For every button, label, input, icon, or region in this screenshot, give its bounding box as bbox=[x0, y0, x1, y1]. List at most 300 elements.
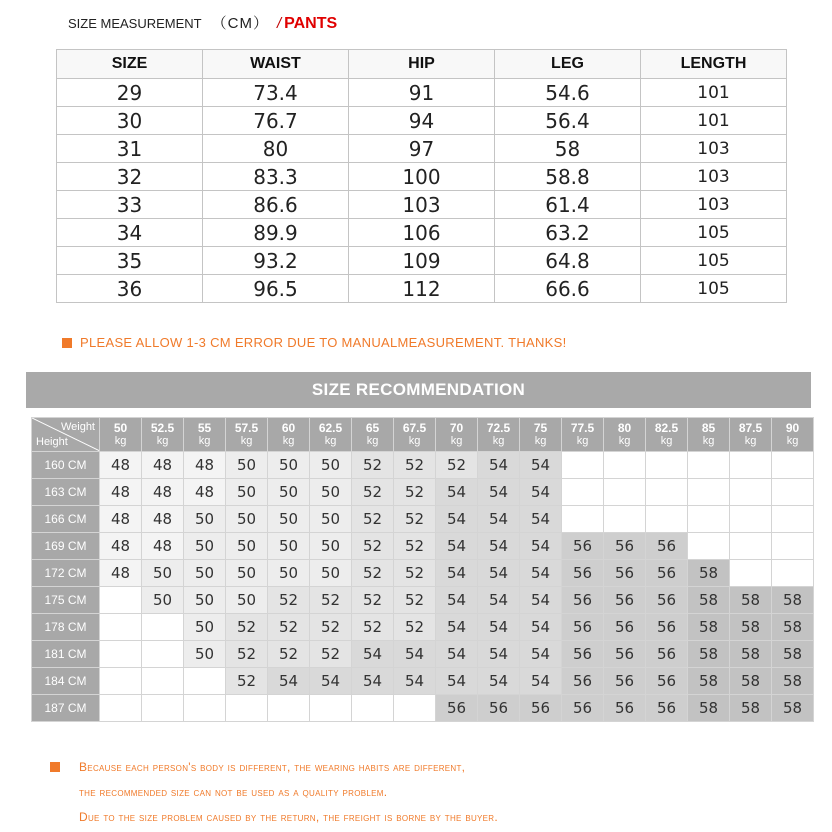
measurement-note-text: PLEASE ALLOW 1-3 CM ERROR DUE TO MANUALMEASUREMENT. THANKS! bbox=[80, 335, 567, 350]
table-row bbox=[57, 275, 787, 303]
cell-length: 105 bbox=[641, 219, 787, 247]
weight-unit: kg bbox=[156, 435, 169, 447]
table-row bbox=[32, 452, 814, 479]
weight-unit: kg bbox=[618, 435, 631, 447]
weight-value: 70 bbox=[449, 421, 464, 435]
size-cell: 56 bbox=[604, 668, 646, 695]
footer-text: Because each person's body is different, the wearing habits are different, bbox=[79, 759, 466, 774]
weight-unit: kg bbox=[534, 435, 547, 447]
size-cell: 50 bbox=[226, 452, 268, 479]
size-cell: 48 bbox=[100, 479, 142, 506]
size-cell: 50 bbox=[226, 587, 268, 614]
size-cell: 58 bbox=[730, 587, 772, 614]
size-cell: 54 bbox=[436, 614, 478, 641]
size-cell: 48 bbox=[100, 533, 142, 560]
size-cell bbox=[730, 452, 772, 479]
size-cell: 48 bbox=[100, 506, 142, 533]
table-row bbox=[57, 219, 787, 247]
recommendation-body bbox=[32, 452, 814, 722]
weight-value: 67.5 bbox=[402, 421, 427, 435]
weight-value: 65 bbox=[365, 421, 380, 435]
size-cell: 50 bbox=[184, 506, 226, 533]
cell-waist: 73.4 bbox=[203, 79, 349, 107]
size-cell bbox=[730, 560, 772, 587]
cell-waist: 93.2 bbox=[203, 247, 349, 275]
size-cell: 58 bbox=[772, 668, 814, 695]
size-measurement-table bbox=[56, 49, 787, 303]
size-cell bbox=[562, 506, 604, 533]
table-row bbox=[32, 587, 814, 614]
size-cell: 50 bbox=[268, 533, 310, 560]
size-cell: 58 bbox=[688, 695, 730, 722]
size-cell bbox=[142, 668, 184, 695]
size-cell bbox=[730, 506, 772, 533]
size-cell: 56 bbox=[604, 641, 646, 668]
weight-unit: kg bbox=[576, 435, 589, 447]
size-cell: 56 bbox=[646, 560, 688, 587]
footer-disclaimer bbox=[50, 754, 498, 829]
weight-value: 87.5 bbox=[738, 421, 763, 435]
size-cell: 50 bbox=[268, 506, 310, 533]
size-cell: 50 bbox=[142, 587, 184, 614]
size-cell: 54 bbox=[478, 641, 520, 668]
column-header-length: LENGTH bbox=[641, 50, 787, 79]
cell-hip: 109 bbox=[349, 247, 495, 275]
cell-leg: 54.6 bbox=[495, 79, 641, 107]
table-row bbox=[32, 668, 814, 695]
weight-unit: kg bbox=[240, 435, 253, 447]
weight-header bbox=[310, 418, 352, 452]
size-cell: 54 bbox=[478, 614, 520, 641]
size-cell: 52 bbox=[394, 533, 436, 560]
size-cell: 54 bbox=[310, 668, 352, 695]
size-cell bbox=[646, 506, 688, 533]
size-cell: 52 bbox=[352, 587, 394, 614]
table-row bbox=[32, 533, 814, 560]
size-cell: 52 bbox=[310, 587, 352, 614]
size-cell: 54 bbox=[436, 560, 478, 587]
size-cell: 56 bbox=[562, 614, 604, 641]
cell-waist: 89.9 bbox=[203, 219, 349, 247]
size-cell: 50 bbox=[142, 560, 184, 587]
cell-size: 35 bbox=[57, 247, 203, 275]
size-recommendation-table bbox=[31, 417, 814, 722]
size-cell: 54 bbox=[394, 641, 436, 668]
size-cell: 50 bbox=[184, 533, 226, 560]
size-cell: 54 bbox=[478, 668, 520, 695]
size-cell: 50 bbox=[310, 479, 352, 506]
size-cell bbox=[310, 695, 352, 722]
size-cell bbox=[226, 695, 268, 722]
size-cell: 52 bbox=[394, 587, 436, 614]
size-cell: 56 bbox=[436, 695, 478, 722]
weight-value: 85 bbox=[701, 421, 716, 435]
size-cell: 48 bbox=[100, 452, 142, 479]
column-header-waist: WAIST bbox=[203, 50, 349, 79]
size-cell: 50 bbox=[226, 479, 268, 506]
weight-header bbox=[478, 418, 520, 452]
cell-length: 103 bbox=[641, 191, 787, 219]
size-cell: 54 bbox=[520, 641, 562, 668]
height-label: 166 CM bbox=[32, 506, 100, 533]
cell-waist: 76.7 bbox=[203, 107, 349, 135]
size-cell: 52 bbox=[352, 452, 394, 479]
size-cell: 56 bbox=[604, 695, 646, 722]
size-cell bbox=[100, 668, 142, 695]
table-row bbox=[32, 506, 814, 533]
size-cell bbox=[562, 452, 604, 479]
height-label: 181 CM bbox=[32, 641, 100, 668]
footer-text: Due to the size problem caused by the return, the freight is borne by the buyer. bbox=[79, 809, 499, 824]
size-cell: 52 bbox=[394, 452, 436, 479]
size-cell bbox=[604, 452, 646, 479]
weight-value: 72.5 bbox=[486, 421, 511, 435]
size-cell bbox=[100, 614, 142, 641]
column-header-hip: HIP bbox=[349, 50, 495, 79]
weight-header bbox=[772, 418, 814, 452]
size-cell: 54 bbox=[520, 533, 562, 560]
table-row bbox=[57, 135, 787, 163]
table-row bbox=[32, 479, 814, 506]
weight-header bbox=[436, 418, 478, 452]
size-cell bbox=[268, 695, 310, 722]
height-label: 175 CM bbox=[32, 587, 100, 614]
size-cell: 54 bbox=[520, 452, 562, 479]
size-cell: 50 bbox=[226, 533, 268, 560]
size-cell: 52 bbox=[268, 641, 310, 668]
weight-unit: kg bbox=[660, 435, 673, 447]
size-cell: 52 bbox=[226, 614, 268, 641]
size-cell: 50 bbox=[310, 506, 352, 533]
table-row bbox=[32, 695, 814, 722]
size-cell: 58 bbox=[730, 695, 772, 722]
size-cell: 54 bbox=[436, 587, 478, 614]
size-cell: 50 bbox=[268, 452, 310, 479]
size-cell: 56 bbox=[604, 560, 646, 587]
height-label: 172 CM bbox=[32, 560, 100, 587]
cell-size: 31 bbox=[57, 135, 203, 163]
weight-value: 55 bbox=[197, 421, 212, 435]
size-cell: 56 bbox=[562, 560, 604, 587]
size-cell: 50 bbox=[310, 560, 352, 587]
table-row bbox=[57, 191, 787, 219]
size-cell: 54 bbox=[520, 668, 562, 695]
size-cell bbox=[100, 641, 142, 668]
weight-header bbox=[604, 418, 646, 452]
cell-leg: 58 bbox=[495, 135, 641, 163]
size-cell: 54 bbox=[478, 479, 520, 506]
size-cell: 58 bbox=[730, 641, 772, 668]
size-cell: 50 bbox=[268, 479, 310, 506]
weight-unit: kg bbox=[450, 435, 463, 447]
size-cell: 54 bbox=[436, 506, 478, 533]
size-cell: 56 bbox=[604, 587, 646, 614]
weight-value: 77.5 bbox=[570, 421, 595, 435]
size-cell bbox=[772, 506, 814, 533]
size-cell bbox=[646, 452, 688, 479]
cell-waist: 83.3 bbox=[203, 163, 349, 191]
weight-value: 62.5 bbox=[318, 421, 343, 435]
size-cell bbox=[730, 479, 772, 506]
size-cell: 54 bbox=[352, 668, 394, 695]
footer-line bbox=[50, 804, 498, 829]
size-cell: 50 bbox=[226, 560, 268, 587]
size-cell bbox=[100, 695, 142, 722]
size-cell: 52 bbox=[268, 614, 310, 641]
size-cell: 50 bbox=[310, 452, 352, 479]
size-cell: 56 bbox=[562, 668, 604, 695]
size-cell: 50 bbox=[184, 614, 226, 641]
corner-height-label: Height bbox=[36, 436, 68, 448]
size-cell: 52 bbox=[268, 587, 310, 614]
size-cell: 54 bbox=[436, 668, 478, 695]
size-cell bbox=[688, 533, 730, 560]
weight-value: 90 bbox=[785, 421, 800, 435]
cell-length: 105 bbox=[641, 247, 787, 275]
weight-unit: kg bbox=[786, 435, 799, 447]
size-cell: 50 bbox=[184, 560, 226, 587]
cell-size: 34 bbox=[57, 219, 203, 247]
size-cell: 54 bbox=[352, 641, 394, 668]
size-cell: 56 bbox=[562, 695, 604, 722]
cell-waist: 80 bbox=[203, 135, 349, 163]
weight-header bbox=[520, 418, 562, 452]
cell-hip: 97 bbox=[349, 135, 495, 163]
size-cell bbox=[688, 506, 730, 533]
weight-unit: kg bbox=[282, 435, 295, 447]
size-cell bbox=[352, 695, 394, 722]
height-label: 163 CM bbox=[32, 479, 100, 506]
cell-length: 101 bbox=[641, 107, 787, 135]
weight-unit: kg bbox=[198, 435, 211, 447]
table-row bbox=[32, 641, 814, 668]
cell-size: 36 bbox=[57, 275, 203, 303]
size-cell: 52 bbox=[226, 641, 268, 668]
size-cell bbox=[772, 560, 814, 587]
weight-unit: kg bbox=[114, 435, 127, 447]
cell-length: 103 bbox=[641, 135, 787, 163]
size-cell: 58 bbox=[772, 641, 814, 668]
weight-value: 60 bbox=[281, 421, 296, 435]
cell-size: 30 bbox=[57, 107, 203, 135]
size-cell: 54 bbox=[478, 587, 520, 614]
weight-unit: kg bbox=[492, 435, 505, 447]
size-cell: 52 bbox=[394, 506, 436, 533]
size-cell: 52 bbox=[352, 506, 394, 533]
cell-length: 101 bbox=[641, 79, 787, 107]
cell-leg: 56.4 bbox=[495, 107, 641, 135]
table-row bbox=[32, 560, 814, 587]
size-cell: 56 bbox=[604, 533, 646, 560]
cell-leg: 66.6 bbox=[495, 275, 641, 303]
weight-value: 82.5 bbox=[654, 421, 679, 435]
size-cell bbox=[184, 695, 226, 722]
size-cell: 56 bbox=[604, 614, 646, 641]
size-cell: 58 bbox=[772, 614, 814, 641]
cell-size: 33 bbox=[57, 191, 203, 219]
size-cell bbox=[688, 452, 730, 479]
cell-hip: 112 bbox=[349, 275, 495, 303]
size-cell: 48 bbox=[142, 533, 184, 560]
cell-hip: 94 bbox=[349, 107, 495, 135]
height-label: 169 CM bbox=[32, 533, 100, 560]
weight-unit: kg bbox=[366, 435, 379, 447]
size-cell: 56 bbox=[520, 695, 562, 722]
header-category: PANTS bbox=[284, 15, 338, 32]
height-label: 184 CM bbox=[32, 668, 100, 695]
size-cell: 52 bbox=[436, 452, 478, 479]
size-cell: 50 bbox=[184, 641, 226, 668]
size-cell: 48 bbox=[142, 452, 184, 479]
size-table-header bbox=[57, 50, 787, 79]
cell-hip: 106 bbox=[349, 219, 495, 247]
size-cell: 58 bbox=[730, 668, 772, 695]
cell-size: 29 bbox=[57, 79, 203, 107]
size-cell: 56 bbox=[646, 614, 688, 641]
table-row bbox=[57, 79, 787, 107]
weight-value: 75 bbox=[533, 421, 548, 435]
size-cell bbox=[646, 479, 688, 506]
table-row bbox=[57, 107, 787, 135]
size-cell bbox=[142, 641, 184, 668]
size-cell: 54 bbox=[520, 506, 562, 533]
size-cell bbox=[100, 587, 142, 614]
weight-unit: kg bbox=[324, 435, 337, 447]
size-cell: 56 bbox=[562, 641, 604, 668]
size-cell: 54 bbox=[436, 479, 478, 506]
size-cell: 54 bbox=[268, 668, 310, 695]
orange-square-icon bbox=[50, 762, 60, 772]
size-cell: 48 bbox=[100, 560, 142, 587]
weight-header bbox=[268, 418, 310, 452]
cell-leg: 61.4 bbox=[495, 191, 641, 219]
size-cell: 48 bbox=[184, 479, 226, 506]
size-cell: 54 bbox=[436, 641, 478, 668]
size-recommendation-banner: SIZE RECOMMENDATION bbox=[26, 372, 811, 408]
size-cell bbox=[562, 479, 604, 506]
cell-length: 105 bbox=[641, 275, 787, 303]
size-cell: 58 bbox=[772, 695, 814, 722]
size-cell bbox=[688, 479, 730, 506]
size-cell: 52 bbox=[352, 614, 394, 641]
table-row bbox=[32, 614, 814, 641]
weight-header bbox=[226, 418, 268, 452]
cell-hip: 100 bbox=[349, 163, 495, 191]
size-cell: 56 bbox=[562, 533, 604, 560]
size-cell: 54 bbox=[520, 479, 562, 506]
size-cell: 50 bbox=[268, 560, 310, 587]
weight-value: 52.5 bbox=[150, 421, 175, 435]
weight-header bbox=[646, 418, 688, 452]
size-cell bbox=[604, 506, 646, 533]
size-cell bbox=[142, 614, 184, 641]
height-label: 187 CM bbox=[32, 695, 100, 722]
size-cell: 50 bbox=[310, 533, 352, 560]
cell-waist: 96.5 bbox=[203, 275, 349, 303]
weight-unit: kg bbox=[408, 435, 421, 447]
size-cell: 56 bbox=[646, 533, 688, 560]
size-cell: 54 bbox=[478, 533, 520, 560]
weight-header bbox=[352, 418, 394, 452]
size-cell: 54 bbox=[478, 506, 520, 533]
size-cell: 48 bbox=[184, 452, 226, 479]
size-cell: 52 bbox=[226, 668, 268, 695]
weight-header bbox=[688, 418, 730, 452]
size-cell bbox=[394, 695, 436, 722]
size-cell: 54 bbox=[478, 452, 520, 479]
size-cell: 58 bbox=[688, 641, 730, 668]
size-cell bbox=[730, 533, 772, 560]
size-cell: 58 bbox=[688, 614, 730, 641]
weight-value: 80 bbox=[617, 421, 632, 435]
height-label: 178 CM bbox=[32, 614, 100, 641]
size-table-body bbox=[57, 79, 787, 303]
size-cell bbox=[772, 452, 814, 479]
column-header-size: SIZE bbox=[57, 50, 203, 79]
measurement-note bbox=[62, 335, 567, 350]
header-title: SIZE MEASUREMENT bbox=[68, 16, 202, 31]
weight-unit: kg bbox=[744, 435, 757, 447]
height-label: 160 CM bbox=[32, 452, 100, 479]
recommendation-header-row bbox=[32, 418, 814, 452]
weight-unit: kg bbox=[702, 435, 715, 447]
size-cell: 56 bbox=[562, 587, 604, 614]
size-cell: 50 bbox=[184, 587, 226, 614]
header-slash: / bbox=[276, 15, 282, 32]
size-cell: 54 bbox=[394, 668, 436, 695]
size-cell: 56 bbox=[646, 587, 688, 614]
cell-hip: 91 bbox=[349, 79, 495, 107]
size-cell: 52 bbox=[394, 560, 436, 587]
table-row bbox=[57, 247, 787, 275]
size-cell bbox=[772, 479, 814, 506]
size-cell: 52 bbox=[394, 614, 436, 641]
weight-value: 57.5 bbox=[234, 421, 259, 435]
footer-line bbox=[50, 754, 498, 779]
size-cell: 56 bbox=[646, 695, 688, 722]
size-cell: 52 bbox=[394, 479, 436, 506]
size-cell: 52 bbox=[352, 533, 394, 560]
corner-weight-label: Weight bbox=[60, 421, 95, 433]
size-cell: 58 bbox=[688, 668, 730, 695]
size-cell: 52 bbox=[352, 560, 394, 587]
footer-line bbox=[50, 779, 498, 804]
cell-size: 32 bbox=[57, 163, 203, 191]
size-cell: 54 bbox=[436, 533, 478, 560]
cell-leg: 58.8 bbox=[495, 163, 641, 191]
size-cell: 54 bbox=[520, 560, 562, 587]
size-cell bbox=[184, 668, 226, 695]
size-cell: 58 bbox=[688, 587, 730, 614]
size-cell: 54 bbox=[478, 560, 520, 587]
cell-hip: 103 bbox=[349, 191, 495, 219]
size-cell: 52 bbox=[310, 614, 352, 641]
size-cell: 56 bbox=[646, 668, 688, 695]
size-cell: 50 bbox=[226, 506, 268, 533]
cell-leg: 64.8 bbox=[495, 247, 641, 275]
weight-header bbox=[184, 418, 226, 452]
weight-header bbox=[394, 418, 436, 452]
size-cell bbox=[142, 695, 184, 722]
weight-header bbox=[142, 418, 184, 452]
cell-leg: 63.2 bbox=[495, 219, 641, 247]
weight-header bbox=[562, 418, 604, 452]
orange-square-icon bbox=[62, 338, 72, 348]
size-cell: 56 bbox=[646, 641, 688, 668]
size-cell: 52 bbox=[352, 479, 394, 506]
size-cell: 52 bbox=[310, 641, 352, 668]
weight-value: 50 bbox=[113, 421, 128, 435]
